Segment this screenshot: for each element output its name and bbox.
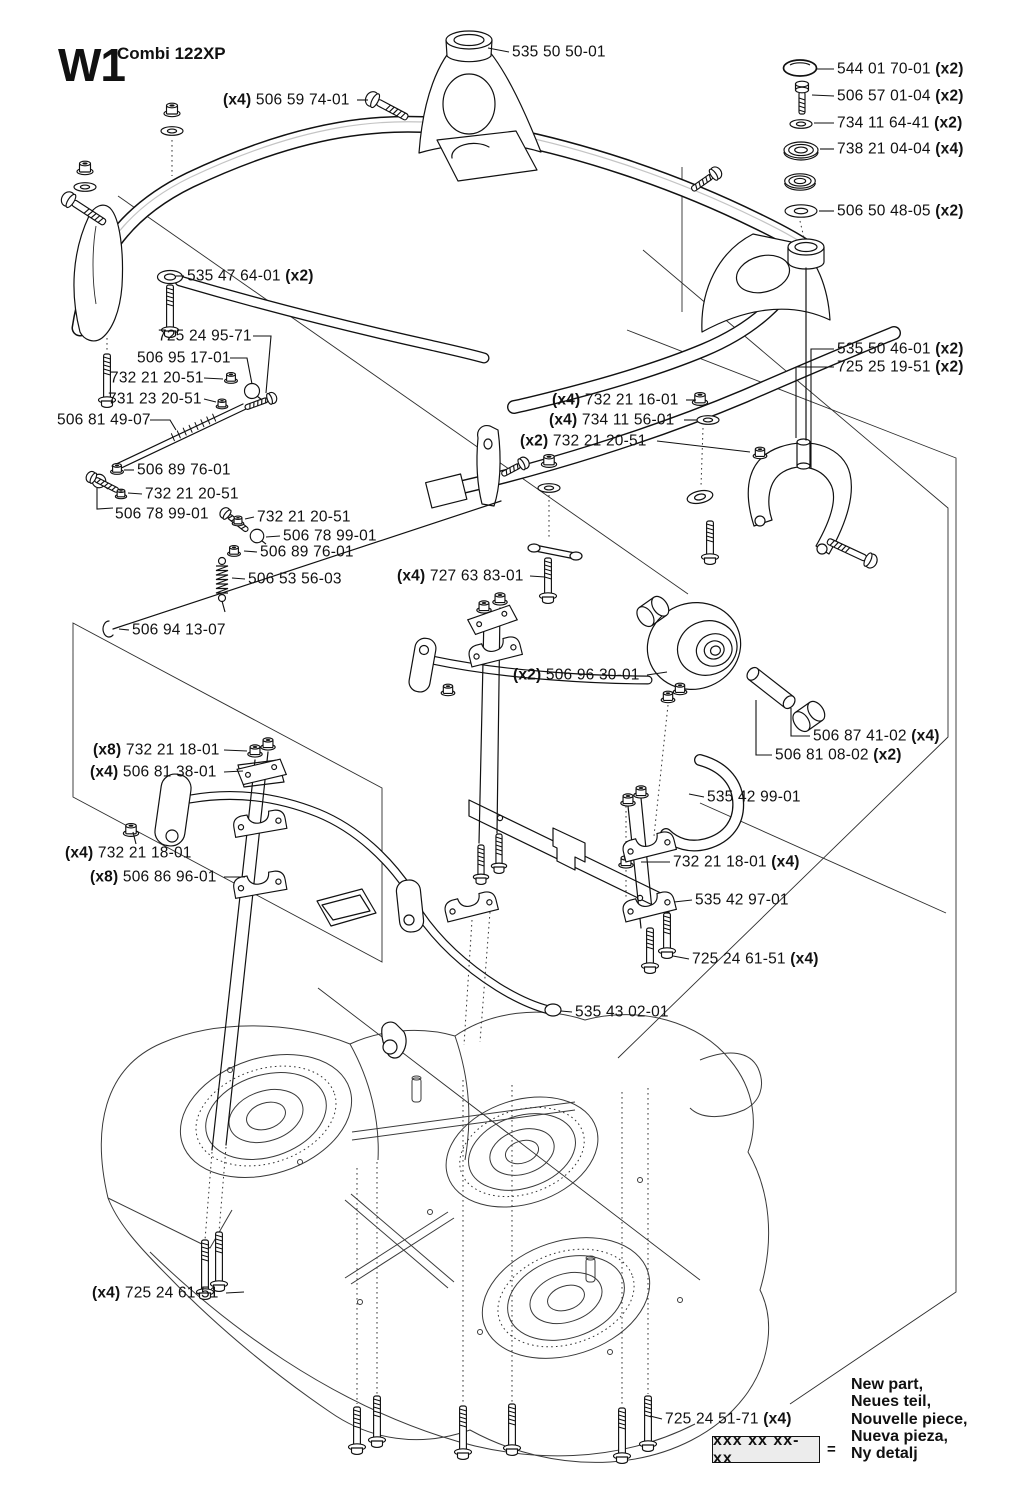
part-callout [92,1285,219,1301]
part-qty: (x2) [930,340,964,358]
part-number: 725 24 51-71 [665,1410,759,1428]
part-callout [673,854,800,870]
part-qty: (x4) [92,1284,125,1302]
part-callout [248,571,342,587]
bolt [211,1232,228,1291]
bolt [455,1406,472,1459]
anchor-plate [467,604,518,635]
part-callout [837,341,964,357]
part-number: 506 59 74-01 [255,91,350,109]
hex-nut [248,745,262,757]
part-callout [695,892,789,908]
bolt [702,521,719,564]
part-number: 506 87 41-02 [813,727,907,745]
part-number: 535 42 97-01 [695,891,789,909]
part-qty: (x4) [223,91,256,109]
part-number: 725 25 19-51 [837,358,931,376]
legend-meaning-list [851,1376,968,1462]
part-qty: (x2) [280,267,314,285]
part-number: 535 47 64-01 [187,267,281,285]
part-callout [552,392,679,408]
part-qty: (x2) [868,746,902,764]
ball-joint [245,384,263,401]
part-number: 734 11 56-01 [581,411,675,429]
hex-nut [111,464,124,475]
part-number: 535 50 50-01 [512,43,606,61]
part-number: 535 42 99-01 [707,788,801,806]
hex-nut [477,601,491,613]
bar-handle-left [153,772,193,847]
part-number: 732 21 20-51 [110,369,204,387]
part-number: 506 81 08-02 [775,746,869,764]
part-callout [837,141,964,157]
part-number: 544 01 70-01 [837,60,931,78]
mid-bar-strap [407,637,437,694]
bolt [349,1407,366,1454]
part-callout [575,1004,669,1020]
hex-nut [634,786,648,798]
part-qty: (x2) [520,432,553,450]
part-number: 725 24 95-71 [158,327,252,345]
hex-nut [216,399,228,409]
part-number: 506 78 99-01 [283,527,377,545]
part-qty: (x4) [552,391,585,409]
washer [697,416,719,425]
bolt [473,845,488,884]
legend-equals-sign: = [827,1441,836,1458]
part-number: 506 89 76-01 [260,543,354,561]
pedal-plate [317,889,376,926]
part-number: 535 50 46-01 [837,340,931,358]
part-qty: (x4) [766,853,800,871]
part-qty: (x4) [785,950,819,968]
bolt [614,1408,631,1463]
part-number: 725 24 61-51 [124,1284,219,1302]
part-number: 506 89 76-01 [137,461,231,479]
hex-nut [621,794,635,806]
part-callout [158,328,252,344]
part-qty: (x4) [65,844,98,862]
washer [161,127,183,136]
part-callout [137,462,231,478]
part-callout [93,742,220,758]
bolt [825,534,880,570]
part-callout [692,951,819,967]
part-qty: (x2) [929,114,963,132]
part-number: 732 21 18-01 [97,844,192,862]
part-number: 506 50 48-05 [837,202,931,220]
mower-deck [101,1012,768,1462]
part-qty: (x8) [90,868,123,886]
top-cup [446,31,492,62]
washer [538,484,560,493]
legend-meaning-line: Nouvelle piece, [851,1410,968,1428]
part-callout [513,667,640,683]
bar-handle-right [395,879,424,933]
part-callout [223,92,350,108]
part-callout [837,203,964,219]
part-callout [283,528,377,544]
part-qty: (x4) [549,411,582,429]
part-qty: (x2) [930,202,964,220]
part-callout [57,412,151,428]
part-number: 506 78 99-01 [115,505,209,523]
part-number: 506 95 17-01 [137,349,231,367]
bar-eye-end [545,1004,561,1016]
part-callout [115,506,209,522]
spindle-mid [432,1078,613,1225]
part-number: 731 23 20-51 [108,390,202,408]
part-callout [775,747,902,763]
part-callout [837,359,964,375]
tie-rod-link [528,544,582,560]
part-callout [187,268,314,284]
bolt [642,928,659,973]
hex-nut [541,455,556,468]
part-callout [257,509,351,525]
washer [790,120,812,129]
part-qty: (x2) [930,60,964,78]
part-number: 506 53 56-03 [248,570,342,588]
drawing-code: W1 [58,39,125,91]
legend-meaning-line: Nueva pieza, [851,1427,948,1445]
part-number: 738 21 04-04 [837,140,931,158]
part-callout [397,568,524,584]
right-cup [788,239,824,269]
bar-clamp [621,830,676,862]
hex-nut [692,393,707,406]
hex-nut [753,447,767,458]
part-number: 732 21 20-51 [257,508,351,526]
part-number: 732 21 18-01 [673,853,767,871]
hex-nut [493,593,507,605]
wheel-axle [745,665,798,711]
part-callout [110,370,204,386]
part-number: 732 21 18-01 [125,741,220,759]
part-number: 734 11 64-41 [837,114,930,132]
x-brace [345,1194,454,1288]
bar-clamp [232,809,287,838]
part-callout [837,61,964,77]
part-number: 732 21 16-01 [584,391,679,409]
spindle-right [467,1217,666,1379]
hex-nut [123,824,138,837]
arm-flat-end [426,474,467,508]
deck-rear-bracket [382,1022,406,1058]
part-qty: (x2) [930,87,964,105]
hex-nut [115,489,126,498]
part-qty: (x4) [397,567,430,585]
part-number: 506 94 13-07 [132,621,226,639]
part-qty: (x4) [906,727,940,745]
part-callout [707,789,801,805]
part-number: 727 63 83-01 [429,567,524,585]
bolt [659,913,676,958]
hex-nut [661,691,675,702]
bar-clamp [232,870,287,899]
part-number: 725 24 61-51 [692,950,786,968]
legend-meaning-line: New part, [851,1376,924,1393]
bar-clamp [467,635,522,667]
part-number: 732 21 20-51 [145,485,239,503]
part-number: 506 96 30-01 [545,666,640,684]
bearing [784,142,818,160]
part-callout [549,412,674,428]
spindle-left [164,1034,367,1199]
hex-nut [232,516,244,526]
hex-nut [228,546,241,557]
bolt [491,834,506,873]
part-number: 506 57 01-04 [837,87,931,105]
part-callout [520,433,647,449]
part-callout [90,869,217,885]
hex-nut [225,373,238,384]
legend-meaning-line: Ny detalj [851,1445,918,1463]
tension-spring [216,558,228,613]
part-callout [665,1411,792,1427]
part-callout [145,486,239,502]
part-callout [813,728,940,744]
part-qty: (x2) [513,666,546,684]
part-callout [90,764,217,780]
part-qty: (x4) [758,1410,792,1428]
clevis-strap [477,426,500,506]
part-number: 506 86 96-01 [122,868,217,886]
part-qty: (x4) [930,140,964,158]
part-callout [837,88,964,104]
hex-nut [441,684,455,695]
hex-nut [673,683,687,694]
ball-joint [250,529,266,544]
hex-nut [164,103,180,117]
part-qty: (x2) [930,358,964,376]
legend-meaning-line: Neues teil, [851,1393,932,1411]
part-number: 535 43 02-01 [575,1003,669,1021]
bolt [504,1404,521,1455]
bolt [640,1396,657,1451]
part-callout [108,391,202,407]
part-callout [837,115,962,131]
legend-part-number-box: xxx xx xx-xx [712,1436,820,1463]
part-callout [65,845,192,861]
part-number: 506 81 38-01 [122,763,217,781]
part-number: 732 21 20-51 [552,432,647,450]
part-callout [132,622,226,638]
hex-nut [261,738,275,750]
bearing [785,174,816,190]
part-qty: (x4) [90,763,123,781]
part-callout [260,544,354,560]
bolt [796,81,809,114]
part-qty: (x8) [93,741,126,759]
bolt [540,558,557,603]
washer [785,205,817,217]
model-name: Combi 122XP [117,44,226,63]
plastic-cap [784,60,817,76]
part-callout [512,44,606,60]
bolt [369,1396,386,1447]
part-number: 506 81 49-07 [57,411,151,429]
part-callout [137,350,231,366]
left-strap-bracket [74,205,123,341]
hex-nut [77,161,93,175]
washer [74,183,96,192]
